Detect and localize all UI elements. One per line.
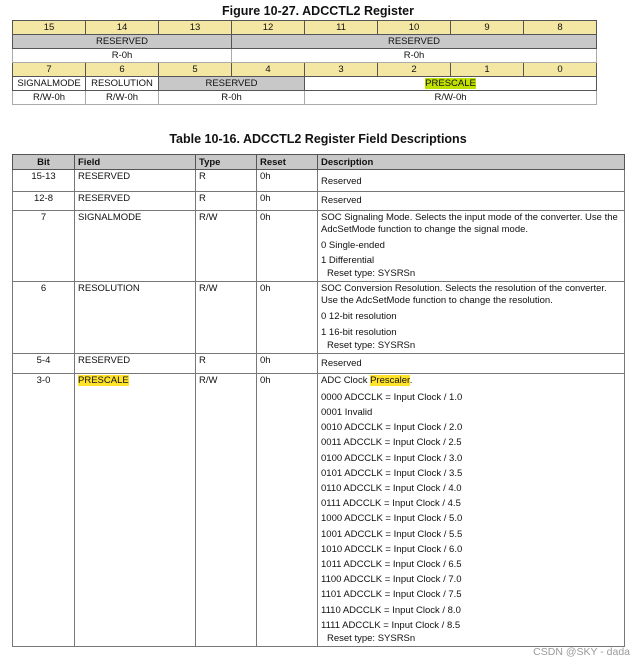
description-text: SOC Conversion Resolution. Selects the resolution of the converter. Use the AdcSetMode function to change the resolution.	[321, 283, 607, 307]
reset-type-text: Reset type: SYSRSn	[327, 339, 416, 351]
description-text	[321, 375, 621, 387]
cell-bit: 12-8	[13, 192, 75, 211]
register-field-signalmode: SIGNALMODE	[13, 77, 86, 91]
register-lower-access-row	[13, 91, 597, 105]
cell-description	[318, 373, 625, 646]
option-text: 1 Differential	[321, 255, 375, 267]
cell-reset: 0h	[257, 353, 318, 373]
description-text: SOC Signaling Mode. Selects the input mode of the converter. Use the AdcSetMode function to change the signal mode.	[321, 212, 618, 235]
reset-type-text: Reset type: SYSRSn	[327, 633, 416, 645]
bit-number: 3	[305, 63, 378, 77]
register-access: R/W-0h	[86, 91, 159, 105]
register-upper-fields-row	[13, 35, 597, 49]
cell-description	[318, 211, 625, 282]
prescale-highlight: PRESCALE	[425, 78, 476, 89]
bit-number: 0	[524, 63, 597, 77]
register-field-reserved: RESERVED	[13, 35, 232, 49]
cell-field: RESOLUTION	[75, 282, 196, 353]
option-text: 1010 ADCCLK = Input Clock / 6.0	[321, 543, 463, 555]
watermark: CSDN @SKY - dada	[533, 646, 630, 658]
bit-number: 8	[524, 21, 597, 35]
option-text: 0011 ADCCLK = Input Clock / 2.5	[321, 437, 462, 449]
cell-bit: 3-0	[13, 373, 75, 646]
prescale-field-highlight: PRESCALE	[78, 374, 129, 386]
cell-bit: 15-13	[13, 170, 75, 192]
option-text: 0111 ADCCLK = Input Clock / 4.5	[321, 498, 461, 510]
header-bit: Bit	[13, 155, 75, 170]
cell-description	[318, 192, 625, 211]
option-text: 0 12-bit resolution	[321, 311, 397, 323]
header-reset: Reset	[257, 155, 318, 170]
cell-field: RESERVED	[75, 192, 196, 211]
table-row	[13, 282, 625, 353]
cell-description	[318, 170, 625, 192]
register-upper-access-row	[13, 49, 597, 63]
description-text: Reserved	[321, 357, 362, 369]
register-field-reserved: RESERVED	[232, 35, 597, 49]
register-upper-bits-row	[13, 21, 597, 35]
bit-number: 11	[305, 21, 378, 35]
option-text: 0010 ADCCLK = Input Clock / 2.0	[321, 422, 463, 434]
register-access: R-0h	[159, 91, 305, 105]
table-row	[13, 353, 625, 373]
header-field: Field	[75, 155, 196, 170]
bit-number: 4	[232, 63, 305, 77]
figure-title: Figure 10-27. ADCCTL2 Register	[222, 4, 414, 18]
cell-type: R/W	[196, 373, 257, 646]
cell-type: R	[196, 353, 257, 373]
bit-number: 7	[13, 63, 86, 77]
cell-reset: 0h	[257, 373, 318, 646]
option-text: 1110 ADCCLK = Input Clock / 8.0	[321, 604, 461, 616]
option-text: 0000 ADCCLK = Input Clock / 1.0	[321, 391, 463, 403]
bit-number: 6	[86, 63, 159, 77]
cell-reset: 0h	[257, 170, 318, 192]
table-row	[13, 373, 625, 646]
table-row	[13, 192, 625, 211]
bit-number: 9	[451, 21, 524, 35]
description-text: Reserved	[321, 195, 362, 206]
table-row	[13, 211, 625, 282]
prescale-options-list	[321, 390, 621, 633]
bit-number: 15	[13, 21, 86, 35]
option-text: 0100 ADCCLK = Input Clock / 3.0	[321, 452, 463, 464]
cell-type: R	[196, 192, 257, 211]
table-title: Table 10-16. ADCCTL2 Register Field Descriptions	[169, 132, 467, 146]
reset-type-text: Reset type: SYSRSn	[327, 268, 416, 280]
header-type: Type	[196, 155, 257, 170]
cell-bit: 6	[13, 282, 75, 353]
bit-number: 1	[451, 63, 524, 77]
register-field-resolution: RESOLUTION	[86, 77, 159, 91]
register-diagram	[12, 20, 597, 105]
option-text: 1111 ADCCLK = Input Clock / 8.5	[321, 619, 461, 631]
register-field-prescale	[305, 77, 597, 91]
cell-description	[318, 282, 625, 353]
option-text: 0001 Invalid	[321, 407, 373, 419]
cell-type: R	[196, 170, 257, 192]
register-access: R-0h	[232, 49, 597, 63]
cell-bit: 5-4	[13, 353, 75, 373]
option-text: 0101 ADCCLK = Input Clock / 3.5	[321, 467, 463, 479]
option-text: 1100 ADCCLK = Input Clock / 7.0	[321, 574, 462, 586]
option-text: 1 16-bit resolution	[321, 326, 397, 338]
register-lower-bits-row	[13, 63, 597, 77]
option-text: 1011 ADCCLK = Input Clock / 6.5	[321, 559, 462, 571]
cell-field: RESERVED	[75, 353, 196, 373]
table-row	[13, 170, 625, 192]
prescaler-highlight: Prescaler	[370, 374, 410, 386]
table-header-row	[13, 155, 625, 170]
cell-field	[75, 373, 196, 646]
option-text: 1101 ADCCLK = Input Clock / 7.5	[321, 589, 462, 601]
bit-number: 10	[378, 21, 451, 35]
register-access: R-0h	[13, 49, 232, 63]
header-description: Description	[318, 155, 625, 170]
register-access: R/W-0h	[13, 91, 86, 105]
cell-description	[318, 353, 625, 373]
cell-reset: 0h	[257, 192, 318, 211]
register-lower-fields-row	[13, 77, 597, 91]
bit-number: 5	[159, 63, 232, 77]
cell-field: SIGNALMODE	[75, 211, 196, 282]
description-suffix: .	[409, 374, 413, 386]
option-text: 0110 ADCCLK = Input Clock / 4.0	[321, 483, 462, 495]
cell-type: R/W	[196, 211, 257, 282]
bit-number: 14	[86, 21, 159, 35]
option-text: 0 Single-ended	[321, 240, 385, 251]
register-field-reserved: RESERVED	[159, 77, 305, 91]
cell-bit: 7	[13, 211, 75, 282]
cell-reset: 0h	[257, 211, 318, 282]
cell-field: RESERVED	[75, 170, 196, 192]
option-text: 1000 ADCCLK = Input Clock / 5.0	[321, 513, 463, 525]
cell-reset: 0h	[257, 282, 318, 353]
cell-type: R/W	[196, 282, 257, 353]
bit-number: 12	[232, 21, 305, 35]
field-descriptions-table	[12, 154, 625, 647]
register-access: R/W-0h	[305, 91, 597, 105]
bit-number: 13	[159, 21, 232, 35]
description-prefix: ADC Clock	[321, 374, 371, 386]
description-text: Reserved	[321, 176, 362, 187]
option-text: 1001 ADCCLK = Input Clock / 5.5	[321, 528, 463, 540]
bit-number: 2	[378, 63, 451, 77]
